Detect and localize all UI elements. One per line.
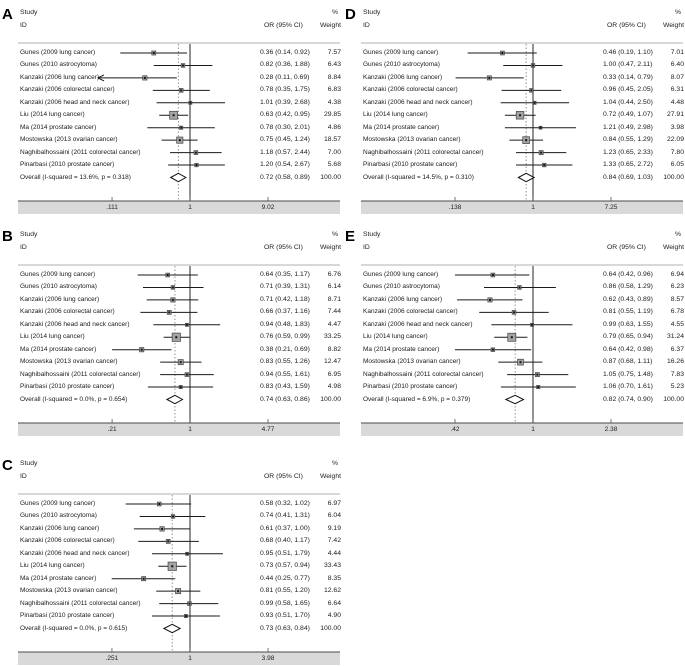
forest-row [0,148,342,158]
weight-value: 18.57 [323,136,341,144]
forest-panel-D [343,0,685,222]
or-ci-value: 0.44 (0.25, 0.77) [260,574,310,582]
or-ci-value: 0.81 (0.55, 1.19) [603,308,653,316]
forest-row [343,382,685,392]
or-ci-value: 0.38 (0.21, 0.69) [260,345,310,353]
or-ci-value: 0.75 (0.45, 1.24) [260,136,310,144]
x-tick-label: 4.77 [261,426,275,433]
or-ci-value: 0.82 (0.74, 0.90) [603,395,653,403]
study-id-label: Kanzaki (2006 head and neck cancer) [20,549,130,557]
weight-value: 6.76 [327,271,341,278]
study-id-label: Kanzaki (2006 colorectal cancer) [20,537,115,545]
forest-row [0,395,342,405]
weight-value: 31.24 [666,333,684,341]
study-id-label: Ma (2014 prostate cancer) [20,574,97,582]
weight-value: 7.57 [327,49,341,56]
study-id-label: Overall (I-squared = 14.5%, p = 0.310) [363,173,474,181]
forest-row [0,60,342,70]
study-id-label: Gunes (2009 lung cancer) [20,271,96,278]
x-tick-label: 1 [188,426,192,433]
weight-value: 33.43 [323,562,341,570]
weight-value: 4.98 [327,383,341,391]
study-id-label: Overall (I-squared = 13.6%, p = 0.318) [20,173,131,181]
study-id-label: Kanzaki (2006 lung cancer) [20,73,100,81]
study-id-label: Mostowska (2013 ovarian cancer) [363,358,461,366]
weight-value: 8.57 [670,295,684,303]
weight-value: 6.31 [670,86,684,94]
study-id-label: Liu (2014 lung cancer) [363,333,428,341]
weight-value: 27.91 [666,111,684,119]
study-id-label: Gunes (2010 astrocytoma) [363,283,440,291]
weight-value: 6.14 [327,283,341,291]
x-tick-label: 1 [188,204,192,211]
forest-row [0,536,342,546]
column-header-id: ID [363,244,370,251]
or-ci-value: 0.64 (0.35, 1.17) [260,271,310,278]
or-ci-value: 0.94 (0.55, 1.61) [260,370,310,378]
study-id-label: Gunes (2010 astrocytoma) [20,61,97,69]
or-ci-value: 0.74 (0.63, 0.86) [260,395,310,403]
weight-value: 6.94 [670,271,684,278]
study-id-label: Overall (I-squared = 0.0%, p = 0.615) [20,624,128,632]
study-id-label: Kanzaki (2006 colorectal cancer) [363,86,458,94]
or-ci-value: 0.61 (0.37, 1.00) [260,524,310,532]
study-id-label: Kanzaki (2006 head and neck cancer) [20,320,130,328]
study-id-label: Kanzaki (2006 lung cancer) [20,524,100,532]
weight-value: 7.01 [670,49,684,56]
forest-row [0,357,342,367]
or-ci-value: 0.72 (0.58, 0.89) [260,173,310,181]
or-ci-value: 0.86 (0.58, 1.29) [603,283,653,291]
weight-value: 100.00 [320,173,341,181]
study-id-label: Kanzaki (2006 lung cancer) [363,295,443,303]
or-ci-value: 0.79 (0.65, 0.94) [603,333,653,341]
panel-content [343,0,685,215]
weight-value: 8.84 [327,73,341,81]
weight-value: 4.38 [327,98,341,106]
column-header-percent: % [331,231,338,238]
forest-row [343,295,685,305]
forest-row [343,123,685,133]
weight-value: 6.04 [327,512,341,520]
weight-value: 6.95 [327,370,341,378]
forest-row [0,320,342,330]
x-tick-label: 3.98 [261,655,275,662]
forest-row [343,98,685,108]
column-header-study: Study [363,9,381,16]
column-header-percent: % [674,9,681,16]
study-id-label: Gunes (2009 lung cancer) [20,49,96,56]
forest-row [343,135,685,145]
forest-row [0,282,342,292]
or-ci-value: 0.96 (0.45, 2.05) [603,86,653,94]
forest-row [343,173,685,183]
weight-value: 3.98 [670,123,684,131]
weight-value: 100.00 [663,173,684,181]
weight-value: 8.71 [327,295,341,303]
or-ci-value: 0.99 (0.63, 1.55) [603,320,653,328]
or-ci-value: 0.46 (0.19, 1.10) [603,49,653,56]
forest-row [0,98,342,108]
or-ci-value: 0.84 (0.55, 1.29) [603,136,653,144]
forest-row [0,370,342,380]
x-tick-label: 7.25 [604,204,618,211]
column-header-or-ci: OR (95% CI) [264,22,303,29]
x-tick-label: 9.02 [261,204,275,211]
forest-row [343,370,685,380]
study-id-label: Liu (2014 lung cancer) [20,562,85,570]
or-ci-value: 1.04 (0.44, 2.50) [603,98,653,106]
column-header-study: Study [20,460,38,467]
or-ci-value: 1.20 (0.54, 2.67) [260,161,310,169]
column-header-percent: % [674,231,681,238]
forest-row [0,123,342,133]
forest-row [0,499,342,509]
study-id-label: Gunes (2010 astrocytoma) [20,283,97,291]
forest-row [0,48,342,58]
forest-row [0,85,342,95]
forest-row [0,561,342,571]
study-id-label: Mostowska (2013 ovarian cancer) [20,136,118,144]
or-ci-value: 0.82 (0.36, 1.88) [260,61,310,69]
weight-value: 5.68 [327,161,341,169]
forest-row [343,160,685,170]
weight-value: 6.83 [327,86,341,94]
column-header-or-ci: OR (95% CI) [607,22,646,29]
forest-row [343,307,685,317]
or-ci-value: 0.95 (0.51, 1.79) [260,549,310,557]
or-ci-value: 0.71 (0.39, 1.31) [260,283,310,291]
weight-value: 8.35 [327,574,341,582]
study-id-label: Pinarbasi (2010 prostate cancer) [20,612,115,620]
study-id-label: Gunes (2009 lung cancer) [363,271,439,278]
or-ci-value: 0.73 (0.57, 0.94) [260,562,310,570]
column-header-weight: Weight [662,22,684,29]
study-id-label: Ma (2014 prostate cancer) [20,123,97,131]
study-id-label: Kanzaki (2006 lung cancer) [363,73,443,81]
column-header-weight: Weight [319,244,341,251]
study-id-label: Gunes (2009 lung cancer) [20,500,96,507]
study-id-label: Kanzaki (2006 head and neck cancer) [363,320,473,328]
or-ci-value: 0.94 (0.48, 1.83) [260,320,310,328]
forest-row [0,135,342,145]
forest-row [343,60,685,70]
weight-value: 12.47 [323,358,341,366]
panel-content [0,0,342,215]
x-tick-label: 2.38 [604,426,618,433]
column-header-id: ID [20,244,27,251]
weight-value: 7.00 [327,148,341,156]
or-ci-value: 1.05 (0.75, 1.48) [603,370,653,378]
forest-row [343,357,685,367]
study-id-label: Naghibalhossaini (2011 colorectal cancer) [363,148,484,156]
or-ci-value: 0.83 (0.43, 1.59) [260,383,310,391]
study-id-label: Gunes (2009 lung cancer) [363,49,439,56]
or-ci-value: 1.06 (0.70, 1.61) [603,383,653,391]
x-tick-label: 1 [531,204,535,211]
forest-row [0,524,342,534]
weight-value: 5.23 [670,383,684,391]
forest-row [343,395,685,405]
study-id-label: Kanzaki (2006 head and neck cancer) [20,98,130,106]
or-ci-value: 0.99 (0.58, 1.65) [260,599,310,607]
weight-value: 4.48 [670,98,684,106]
forest-row [0,110,342,120]
or-ci-value: 1.01 (0.39, 2.68) [260,98,310,106]
column-header-id: ID [363,22,370,29]
forest-row [343,73,685,83]
or-ci-value: 0.33 (0.14, 0.79) [603,73,653,81]
column-header-or-ci: OR (95% CI) [264,244,303,251]
forest-row [343,282,685,292]
weight-value: 4.90 [327,612,341,620]
or-ci-value: 0.62 (0.43, 0.89) [603,295,653,303]
x-tick-label: .21 [107,426,117,433]
or-ci-value: 0.83 (0.55, 1.26) [260,358,310,366]
weight-value: 100.00 [320,624,341,632]
study-id-label: Kanzaki (2006 colorectal cancer) [20,86,115,94]
forest-row [343,270,685,280]
forest-row [343,110,685,120]
forest-row [0,160,342,170]
weight-value: 9.19 [327,524,341,532]
forest-row [0,270,342,280]
forest-row [343,48,685,58]
forest-row [0,624,342,634]
or-ci-value: 0.84 (0.69, 1.03) [603,173,653,181]
weight-value: 100.00 [663,395,684,403]
or-ci-value: 0.36 (0.14, 0.92) [260,49,310,56]
or-ci-value: 1.23 (0.65, 2.33) [603,148,653,156]
or-ci-value: 0.78 (0.35, 1.75) [260,86,310,94]
study-id-label: Liu (2014 lung cancer) [363,111,428,119]
x-tick-label: 1 [531,426,535,433]
study-id-label: Kanzaki (2006 lung cancer) [20,295,100,303]
x-tick-label: .138 [448,204,462,211]
forest-row [0,382,342,392]
or-ci-value: 0.63 (0.42, 0.95) [260,111,310,119]
weight-value: 22.09 [666,136,684,144]
study-id-label: Pinarbasi (2010 prostate cancer) [363,161,458,169]
weight-value: 6.64 [327,599,341,607]
forest-row [0,332,342,342]
x-tick-label: .42 [450,426,460,433]
or-ci-value: 0.71 (0.42, 1.18) [260,295,310,303]
weight-value: 8.82 [327,345,341,353]
study-id-label: Gunes (2010 astrocytoma) [363,61,440,69]
study-id-label: Ma (2014 prostate cancer) [20,345,97,353]
forest-row [0,73,342,83]
study-id-label: Naghibalhossaini (2011 colorectal cancer) [363,370,484,378]
weight-value: 100.00 [320,395,341,403]
or-ci-value: 0.73 (0.63, 0.84) [260,624,310,632]
study-id-label: Kanzaki (2006 head and neck cancer) [363,98,473,106]
study-id-label: Pinarbasi (2010 prostate cancer) [20,383,115,391]
weight-value: 33.25 [323,333,341,341]
forest-panel-C [0,443,342,665]
weight-value: 4.86 [327,123,341,131]
study-id-label: Liu (2014 lung cancer) [20,333,85,341]
study-id-label: Liu (2014 lung cancer) [20,111,85,119]
study-id-label: Overall (I-squared = 6.9%, p = 0.379) [363,395,471,403]
forest-row [0,611,342,621]
column-header-or-ci: OR (95% CI) [607,244,646,251]
forest-row [343,320,685,330]
forest-row [0,511,342,521]
x-tick-label: 1 [188,655,192,662]
panel-letter-label: B [2,228,13,245]
forest-panel-E [343,222,685,444]
or-ci-value: 0.66 (0.37, 1.16) [260,308,310,316]
study-id-label: Mostowska (2013 ovarian cancer) [20,358,118,366]
or-ci-value: 0.78 (0.30, 2.01) [260,123,310,131]
weight-value: 4.47 [327,320,341,328]
study-id-label: Mostowska (2013 ovarian cancer) [20,587,118,595]
or-ci-value: 1.33 (0.65, 2.72) [603,161,653,169]
weight-value: 7.80 [670,148,684,156]
weight-value: 6.43 [327,61,341,69]
forest-row [343,345,685,355]
forest-panel-B [0,222,342,444]
column-header-weight: Weight [319,22,341,29]
weight-value: 6.37 [670,345,684,353]
forest-panel-A [0,0,342,222]
panel-letter-label: A [2,6,13,23]
weight-value: 7.42 [327,537,341,545]
forest-row [0,574,342,584]
weight-value: 6.97 [327,500,341,507]
weight-value: 4.44 [327,549,341,557]
weight-value: 7.44 [327,308,341,316]
or-ci-value: 1.21 (0.49, 2.98) [603,123,653,131]
panel-letter-label: D [345,6,356,23]
x-tick-label: .251 [105,655,119,662]
or-ci-value: 0.58 (0.32, 1.02) [260,500,310,507]
weight-value: 6.78 [670,308,684,316]
forest-row [0,549,342,559]
forest-row [0,599,342,609]
or-ci-value: 1.00 (0.47, 2.11) [603,61,653,69]
panel-letter-label: E [345,228,356,245]
or-ci-value: 0.93 (0.51, 1.70) [260,612,310,620]
column-header-study: Study [363,231,381,238]
or-ci-value: 0.72 (0.49, 1.07) [603,111,653,119]
or-ci-value: 0.28 (0.11, 0.69) [260,73,310,81]
weight-value: 4.55 [670,320,684,328]
study-id-label: Pinarbasi (2010 prostate cancer) [20,161,115,169]
forest-row [0,295,342,305]
forest-row [343,332,685,342]
or-ci-value: 0.81 (0.55, 1.20) [260,587,310,595]
weight-value: 16.26 [666,358,684,366]
or-ci-value: 0.68 (0.40, 1.17) [260,537,310,545]
study-id-label: Gunes (2010 astrocytoma) [20,512,97,520]
forest-row [343,85,685,95]
study-id-label: Naghibalhossaini (2011 colorectal cancer) [20,148,141,156]
forest-row [0,307,342,317]
study-id-label: Overall (I-squared = 0.0%, p = 0.654) [20,395,128,403]
study-id-label: Naghibalhossaini (2011 colorectal cancer) [20,599,141,607]
forest-row [343,148,685,158]
or-ci-value: 0.74 (0.41, 1.31) [260,512,310,520]
panel-letter-label: C [2,457,13,474]
study-id-label: Pinarbasi (2010 prostate cancer) [363,383,458,391]
or-ci-value: 0.64 (0.42, 0.96) [603,271,653,278]
study-id-label: Ma (2014 prostate cancer) [363,123,440,131]
column-header-id: ID [20,473,27,480]
study-id-label: Naghibalhossaini (2011 colorectal cancer) [20,370,141,378]
weight-value: 8.07 [670,73,684,81]
column-header-study: Study [20,9,38,16]
column-header-percent: % [331,460,338,467]
study-id-label: Kanzaki (2006 colorectal cancer) [363,308,458,316]
or-ci-value: 0.64 (0.42, 0.98) [603,345,653,353]
column-header-or-ci: OR (95% CI) [264,473,303,480]
study-id-label: Mostowska (2013 ovarian cancer) [363,136,461,144]
weight-value: 6.23 [670,283,684,291]
forest-row [0,173,342,183]
column-header-id: ID [20,22,27,29]
forest-row [0,586,342,596]
weight-value: 6.40 [670,61,684,69]
weight-value: 12.62 [323,587,341,595]
or-ci-value: 1.18 (0.57, 2.44) [260,148,310,156]
study-id-label: Ma (2014 prostate cancer) [363,345,440,353]
column-header-study: Study [20,231,38,238]
weight-value: 6.05 [670,161,684,169]
weight-value: 7.83 [670,370,684,378]
forest-row [0,345,342,355]
column-header-weight: Weight [662,244,684,251]
or-ci-value: 0.76 (0.59, 0.99) [260,333,310,341]
panel-content [0,222,342,437]
column-header-weight: Weight [319,473,341,480]
study-id-label: Kanzaki (2006 colorectal cancer) [20,308,115,316]
panel-content [0,451,342,666]
weight-value: 29.85 [323,111,341,119]
x-tick-label: .111 [106,204,118,211]
column-header-percent: % [331,9,338,16]
panel-content [343,222,685,437]
or-ci-value: 0.87 (0.68, 1.11) [603,358,653,366]
